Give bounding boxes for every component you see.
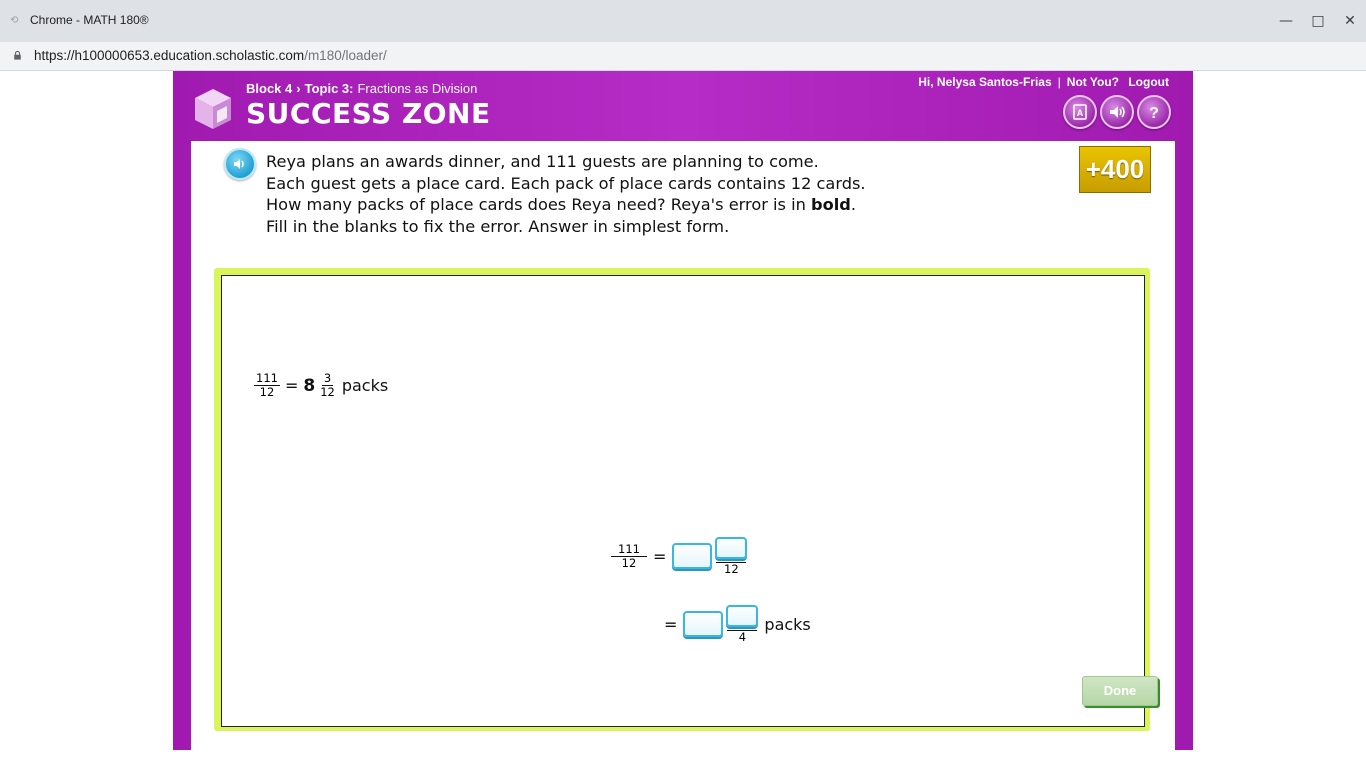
page-title: SUCCESS ZONE — [246, 97, 491, 130]
question-mark-icon — [1144, 102, 1164, 122]
block-label: Block 4 — [246, 81, 293, 96]
whole-number-input-2[interactable] — [683, 611, 723, 637]
equals-sign: = — [664, 614, 678, 634]
address-bar[interactable] — [0, 42, 1366, 71]
app-icon: ⟲ — [10, 15, 19, 26]
denominator-label-2: 4 — [738, 630, 747, 644]
lock-icon — [13, 51, 22, 60]
greeting: Hi, Nelysa Santos-Frias — [918, 75, 1052, 89]
browser-title-bar — [0, 0, 1366, 42]
error-equation — [254, 372, 388, 399]
glossary-button[interactable] — [1063, 95, 1097, 129]
help-button[interactable] — [1137, 95, 1171, 129]
unit-label: packs — [764, 614, 811, 634]
equals-sign: = — [652, 546, 667, 566]
denominator-label-1: 12 — [724, 562, 739, 576]
error-remainder-fraction: $\frac{3}{12}$ — [320, 371, 335, 399]
question-text — [266, 151, 866, 238]
work-area — [221, 275, 1145, 727]
svg-text:?: ? — [1149, 105, 1159, 122]
close-icon[interactable]: ✕ — [1344, 13, 1356, 29]
answer-remainder-fraction-2 — [726, 605, 758, 643]
window-title: Chrome - MATH 180® — [30, 13, 149, 27]
answer-step-1 — [611, 537, 747, 575]
speaker-icon — [228, 152, 252, 176]
logout-link[interactable]: Logout — [1128, 75, 1169, 89]
user-bar: Hi, Nelysa Santos-Frias | Not You? Logout — [918, 75, 1169, 89]
error-mixed-number — [303, 372, 336, 399]
svg-text:A: A — [1076, 108, 1084, 118]
url-text[interactable]: https://h100000653.education.scholastic.com/m180/loader/ — [34, 48, 387, 63]
speaker-icon — [1107, 102, 1127, 122]
error-whole: 8 — [303, 375, 316, 396]
question-line-1: Reya plans an awards dinner, and 111 guests are planning to come. — [266, 152, 819, 171]
answer-mixed-number-2 — [683, 605, 758, 643]
sound-button[interactable] — [1100, 95, 1134, 129]
answer-fraction: $\frac{111}{12}$ — [611, 543, 647, 570]
maximize-icon[interactable]: □ — [1311, 13, 1325, 29]
not-you-link[interactable]: Not You? — [1066, 75, 1119, 89]
topic-name: Fractions as Division — [357, 81, 478, 96]
topic-label: Topic 3: — [304, 81, 354, 96]
chevron-right-icon: › — [296, 81, 301, 96]
numerator-input-2[interactable] — [726, 605, 758, 627]
numerator-input-1[interactable] — [715, 537, 747, 559]
math180-cube-icon — [193, 87, 233, 131]
read-aloud-button[interactable] — [224, 148, 256, 180]
points-badge: +400 — [1079, 146, 1151, 193]
book-icon — [1070, 102, 1090, 122]
minimize-icon[interactable]: — — [1279, 13, 1293, 29]
error-fraction: $\frac{111}{12}$ — [256, 371, 278, 399]
question-line-2: Each guest gets a place card. Each pack of place cards contains 12 cards. — [266, 173, 866, 193]
answer-remainder-fraction-1 — [715, 537, 747, 575]
unit-label: packs — [341, 376, 389, 395]
answer-step-2 — [664, 605, 811, 643]
breadcrumb — [246, 81, 477, 96]
whole-number-input-1[interactable] — [672, 543, 712, 569]
equals-sign: = — [284, 376, 299, 395]
answer-mixed-number-1 — [672, 537, 747, 575]
question-line-4: Fill in the blanks to fix the error. Answer in simplest form. — [266, 217, 730, 237]
done-button[interactable]: Done — [1082, 676, 1158, 706]
question-line-3: How many packs of place cards does Reya need? Reya's error is in bold. — [266, 195, 857, 215]
